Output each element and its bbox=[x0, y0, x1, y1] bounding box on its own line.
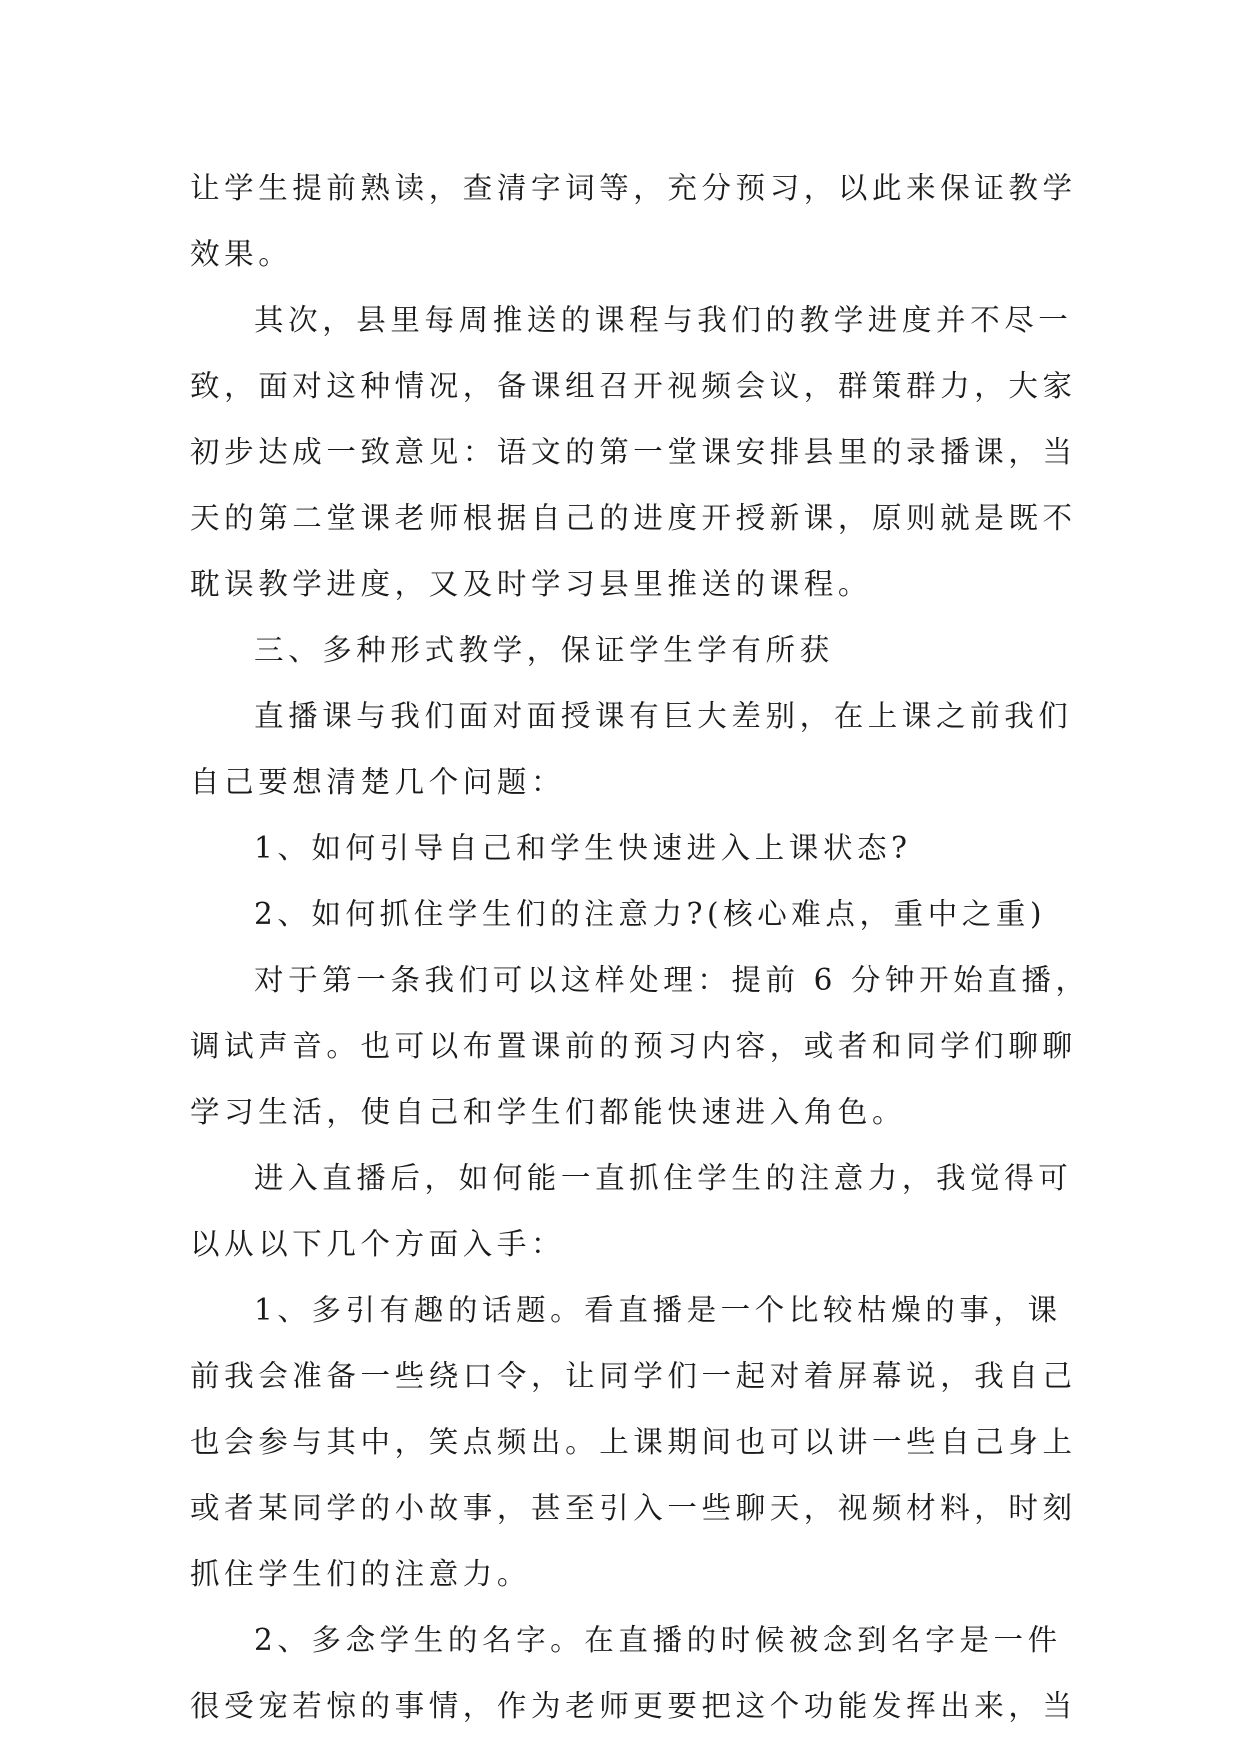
paragraph bbox=[190, 617, 1050, 683]
text-line: 让学生提前熟读，查清字词等，充分预习，以此来保证教学 bbox=[190, 171, 1077, 205]
text-line: 1、多引有趣的话题。看直播是一个比较枯燥的事，课 bbox=[254, 1293, 1062, 1327]
text-line: 前我会准备一些绕口令，让同学们一起对着屏幕说，我自己 bbox=[190, 1359, 1077, 1393]
text-line: 自己要想清楚几个问题： bbox=[190, 765, 566, 799]
text-line: 直播课与我们面对面授课有巨大差别，在上课之前我们 bbox=[254, 699, 1073, 733]
paragraph bbox=[190, 1607, 1077, 1739]
text-line: 或者某同学的小故事，甚至引入一些聊天，视频材料，时刻 bbox=[190, 1491, 1077, 1525]
paragraph bbox=[190, 947, 1090, 1145]
text-line: 也会参与其中，笑点频出。上课期间也可以讲一些自己身上 bbox=[190, 1425, 1077, 1459]
paragraph bbox=[190, 815, 1050, 881]
text-line: 对于第一条我们可以这样处理：提前 6 分钟开始直播， bbox=[254, 963, 1090, 997]
document-body bbox=[190, 155, 1090, 1739]
text-line: 抓住学生们的注意力。 bbox=[190, 1557, 532, 1591]
text-line: 很受宠若惊的事情，作为老师更要把这个功能发挥出来，当 bbox=[190, 1689, 1077, 1723]
text-line: 2、多念学生的名字。在直播的时候被念到名字是一件 bbox=[254, 1623, 1062, 1657]
text-line: 调试声音。也可以布置课前的预习内容，或者和同学们聊聊 bbox=[190, 1029, 1077, 1063]
text-line: 致，面对这种情况，备课组召开视频会议，群策群力，大家 bbox=[190, 369, 1077, 403]
text-line: 学习生活，使自己和学生们都能快速进入角色。 bbox=[190, 1095, 907, 1129]
paragraph bbox=[190, 1145, 1073, 1277]
paragraph bbox=[190, 683, 1073, 815]
text-line: 1、如何引导自己和学生快速进入上课状态? bbox=[254, 831, 912, 865]
text-line: 进入直播后，如何能一直抓住学生的注意力，我觉得可 bbox=[254, 1161, 1073, 1195]
text-line: 以从以下几个方面入手： bbox=[190, 1227, 566, 1261]
text-line: 初步达成一致意见：语文的第一堂课安排县里的录播课，当 bbox=[190, 435, 1077, 469]
paragraph bbox=[190, 881, 1050, 947]
paragraph bbox=[190, 287, 1077, 617]
paragraph bbox=[190, 1277, 1077, 1607]
text-line: 三、多种形式教学，保证学生学有所获 bbox=[254, 633, 834, 667]
text-line: 其次，县里每周推送的课程与我们的教学进度并不尽一 bbox=[254, 303, 1073, 337]
text-line: 效果。 bbox=[190, 237, 293, 271]
paragraph bbox=[190, 155, 1077, 287]
text-line: 耽误教学进度，又及时学习县里推送的课程。 bbox=[190, 567, 873, 601]
text-line: 天的第二堂课老师根据自己的进度开授新课，原则就是既不 bbox=[190, 501, 1077, 535]
text-line: 2、如何抓住学生们的注意力?(核心难点，重中之重) bbox=[254, 897, 1047, 931]
